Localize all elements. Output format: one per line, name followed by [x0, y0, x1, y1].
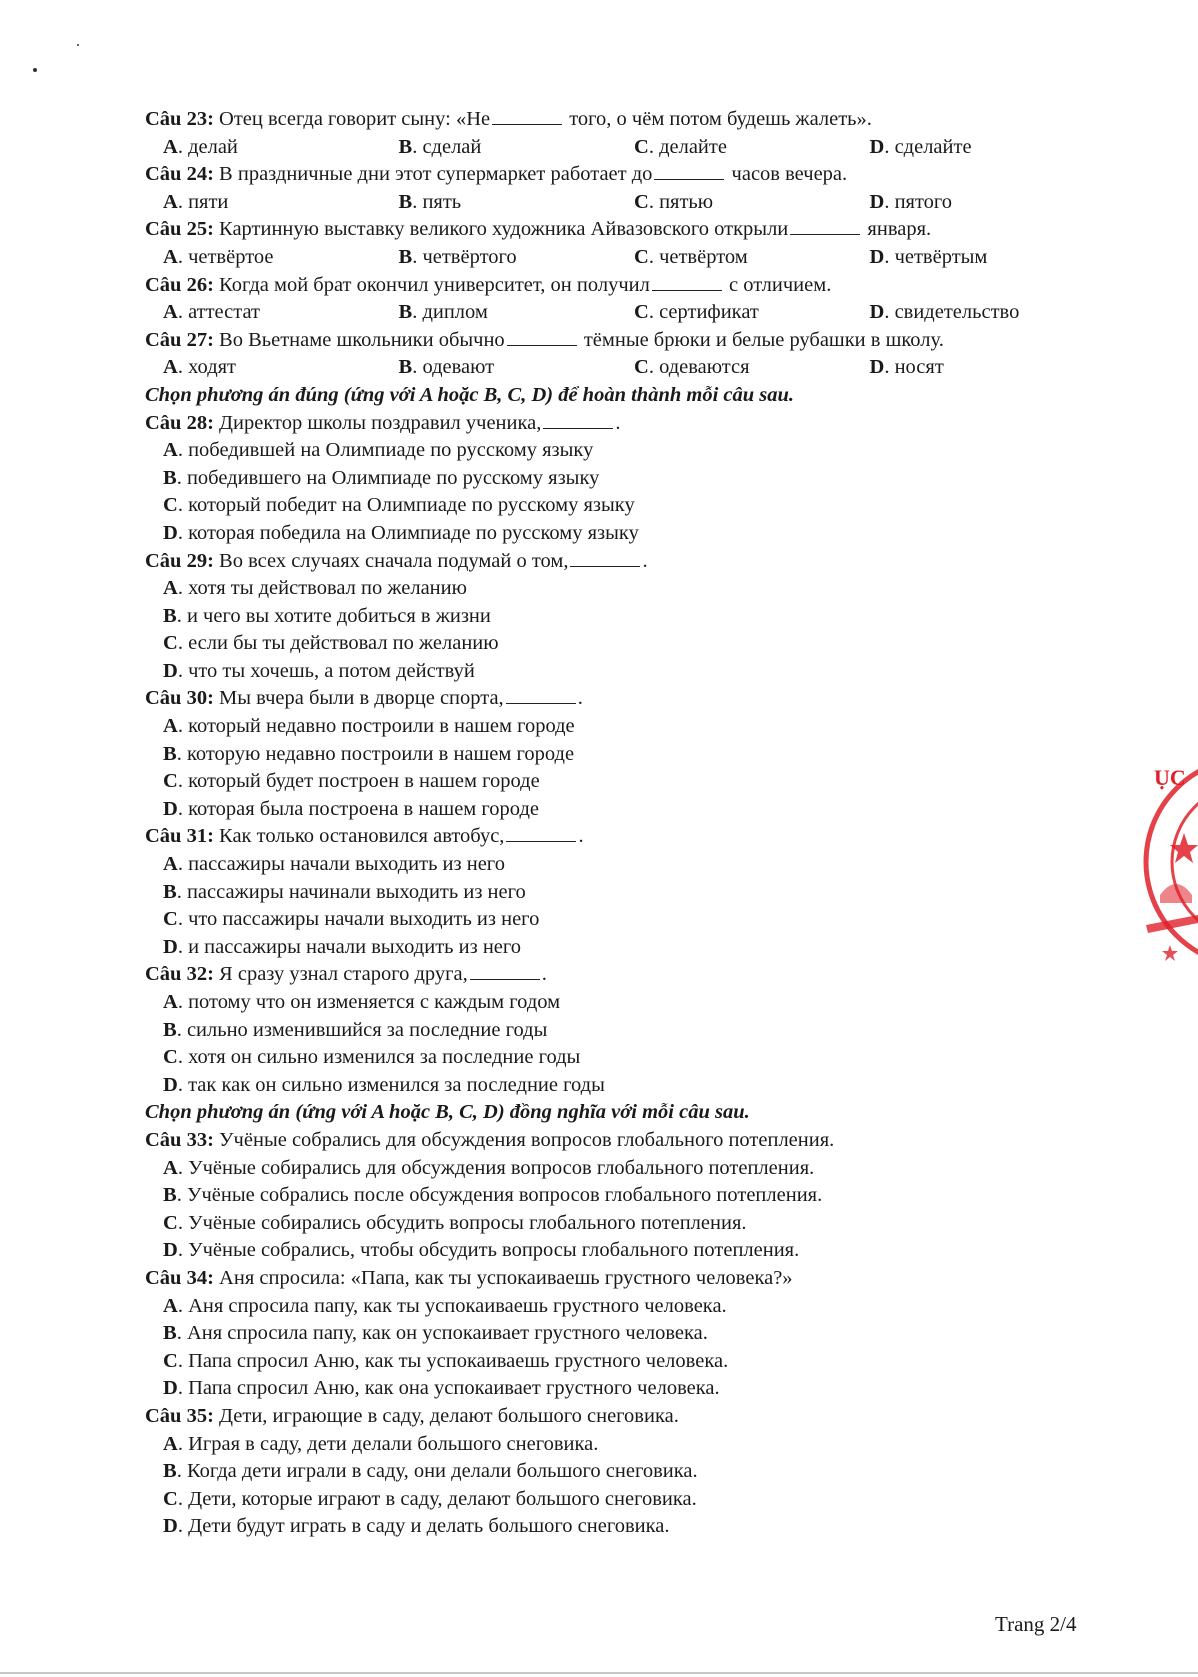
option-text: . четвёртом — [648, 245, 748, 268]
question-label: Câu 33: — [145, 1128, 214, 1151]
question-stem — [145, 823, 1105, 851]
option-letter: B — [398, 190, 413, 213]
option-b[interactable] — [399, 244, 635, 272]
option-a[interactable] — [163, 134, 399, 162]
option-text: . сделайте — [884, 135, 972, 158]
question-stem — [145, 548, 1105, 576]
option-text: . Учёные собрались после обсуждения вопросов глобального потепления. — [176, 1184, 823, 1207]
option-text: . Дети, которые играют в саду, делают большого снеговика. — [177, 1487, 697, 1510]
option-text: . Аня спросила папу, как он успокаивает грустного человека. — [176, 1322, 708, 1345]
option-c[interactable] — [145, 906, 1105, 934]
option-text: . пассажиры начинали выходить из него — [176, 880, 526, 903]
scan-speck — [77, 44, 79, 46]
option-text: . так как он сильно изменился за последние годы — [177, 1073, 605, 1096]
stem-text: Во Вьетнаме школьники обычно — [219, 328, 505, 351]
question-stem — [145, 1127, 1105, 1155]
option-text: . ходят — [177, 356, 237, 379]
stem-text: с отличием. — [728, 273, 832, 296]
question-label: Câu 23: — [145, 108, 214, 130]
question-label: Câu 27: — [145, 328, 214, 351]
option-letter: C — [634, 356, 649, 379]
option-text: . одеваются — [648, 356, 750, 379]
option-text: . пять — [412, 190, 462, 213]
question-stem — [145, 961, 1105, 989]
option-a[interactable] — [163, 299, 399, 327]
question-label: Câu 32: — [145, 963, 214, 986]
question-stem — [145, 106, 1105, 134]
option-text: . сертификат — [648, 301, 759, 324]
question-label: Câu 25: — [145, 218, 214, 241]
options-row — [145, 134, 1105, 162]
question-label: Câu 35: — [145, 1404, 214, 1427]
option-d[interactable] — [870, 244, 1106, 272]
option-text: . и пассажиры начали выходить из него — [177, 935, 522, 958]
stem-text: Учёные собрались для обсуждения вопросов глобального потепления. — [219, 1128, 835, 1151]
answer-blank — [470, 961, 540, 980]
option-text: . четвёртое — [177, 245, 274, 268]
option-text: . аттестат — [177, 301, 260, 324]
option-c[interactable] — [145, 768, 1105, 796]
option-text: . Учёные собирались обсудить вопросы глобального потепления. — [177, 1211, 747, 1234]
option-letter: A — [163, 1432, 178, 1455]
option-letter: C — [163, 770, 178, 793]
option-letter: D — [163, 1073, 178, 1096]
stem-text: Во всех случаях сначала подумай о том, — [219, 549, 569, 572]
option-text: . хотя ты действовал по желанию — [177, 577, 467, 600]
option-a[interactable] — [145, 989, 1105, 1017]
stem-text: . — [578, 825, 584, 848]
option-b[interactable] — [145, 1320, 1105, 1348]
option-text: . и чего вы хотите добиться в жизни — [176, 604, 491, 627]
stem-text: Мы вчера были в дворце спорта, — [219, 687, 504, 710]
question-stem — [145, 327, 1105, 355]
question-list — [145, 106, 1105, 1541]
question-label: Câu 29: — [145, 549, 214, 572]
option-letter: C — [163, 1046, 178, 1069]
option-letter: C — [163, 908, 178, 931]
option-text: . который недавно построили в нашем городе — [177, 715, 575, 738]
option-text: . что пассажиры начали выходить из него — [177, 908, 540, 931]
option-b[interactable] — [145, 741, 1105, 769]
option-a[interactable] — [145, 851, 1105, 879]
option-text: . если бы ты действовал по желанию — [177, 632, 499, 655]
option-letter: D — [163, 1515, 178, 1538]
option-letter: C — [634, 190, 649, 213]
option-letter: A — [163, 135, 178, 158]
option-letter: C — [163, 1487, 178, 1510]
official-seal-stamp — [1140, 755, 1198, 970]
seal-icon — [1140, 755, 1198, 970]
option-b[interactable] — [399, 189, 635, 217]
option-letter: D — [869, 190, 885, 213]
question-stem — [145, 216, 1105, 244]
stem-text: . — [615, 411, 621, 434]
option-a[interactable] — [163, 189, 399, 217]
stem-text: Как только остановился автобус, — [219, 825, 505, 848]
option-b[interactable] — [399, 134, 635, 162]
option-text: . Аня спросила папу, как ты успокаиваешь грустного человека. — [177, 1294, 727, 1317]
question-label: Câu 31: — [145, 825, 214, 848]
option-letter: D — [869, 245, 885, 268]
option-letter: B — [163, 742, 177, 765]
question-label: Câu 28: — [145, 411, 214, 434]
option-a[interactable] — [145, 575, 1105, 603]
option-text: . четвёртым — [884, 245, 988, 268]
answer-blank — [654, 161, 724, 180]
option-b[interactable] — [145, 879, 1105, 907]
answer-blank — [652, 272, 722, 291]
option-letter: D — [869, 135, 885, 158]
option-text: . Папа спросил Аню, как ты успокаиваешь грустного человека. — [177, 1349, 729, 1372]
option-letter: B — [398, 245, 413, 268]
scan-speck — [33, 68, 37, 72]
option-text: . хотя он сильно изменился за последние годы — [177, 1046, 581, 1069]
option-letter: B — [163, 1460, 177, 1483]
page-number: Trang 2/4 — [995, 1612, 1077, 1636]
option-letter: A — [163, 991, 178, 1013]
question-label: Câu 34: — [145, 1266, 214, 1289]
stem-text: Картинную выставку великого художника Айвазовского открыли — [219, 218, 789, 241]
question-stem — [145, 272, 1105, 300]
option-c[interactable] — [145, 492, 1105, 520]
option-d[interactable] — [145, 934, 1105, 962]
option-letter: A — [163, 715, 178, 738]
option-c[interactable] — [634, 299, 870, 327]
option-text: . победившего на Олимпиаде по русскому языку — [176, 466, 600, 489]
options-row — [145, 244, 1105, 272]
option-letter: B — [398, 135, 413, 158]
option-text: . одевают — [412, 356, 495, 379]
stem-text: Аня спросила: «Папа, как ты успокаиваешь грустного человека?» — [219, 1266, 793, 1289]
option-d[interactable] — [145, 520, 1105, 548]
option-b[interactable] — [145, 1458, 1105, 1486]
option-text: . Когда дети играли в саду, они делали большого снеговика. — [176, 1460, 698, 1483]
option-b[interactable] — [145, 603, 1105, 631]
option-letter: D — [163, 659, 178, 682]
option-b[interactable] — [145, 465, 1105, 493]
question-stem — [145, 161, 1105, 189]
option-text: . Учёные собрались, чтобы обсудить вопросы глобального потепления. — [177, 1239, 800, 1262]
option-text: . которую недавно построили в нашем городе — [176, 742, 575, 765]
question-label: Câu 26: — [145, 273, 214, 296]
stem-text: Дети, играющие в саду, делают большого снеговика. — [219, 1404, 679, 1427]
option-a[interactable] — [145, 713, 1105, 741]
option-letter: D — [163, 521, 178, 544]
option-text: . который победит на Олимпиаде по русскому языку — [177, 494, 635, 517]
option-text: . делайте — [648, 135, 727, 158]
option-d[interactable] — [870, 299, 1106, 327]
option-text: . что ты хочешь, а потом действуй — [177, 659, 475, 682]
option-c[interactable] — [634, 189, 870, 217]
option-letter: D — [163, 1377, 178, 1400]
question-stem — [145, 1265, 1105, 1293]
stem-text: В праздничные дни этот супермаркет работает до — [219, 163, 653, 186]
option-text: . пятью — [648, 190, 714, 213]
option-letter: C — [163, 1349, 178, 1372]
answer-blank — [790, 216, 860, 235]
option-d[interactable] — [145, 658, 1105, 686]
stem-text: того, о чём потом будешь жалеть». — [569, 108, 872, 130]
option-letter: A — [163, 1294, 178, 1317]
stem-text: . — [541, 963, 547, 986]
answer-blank — [543, 410, 613, 429]
option-letter: B — [398, 301, 413, 324]
page-bottom-edge — [0, 1672, 1198, 1674]
option-text: . который будет построен в нашем городе — [177, 770, 540, 793]
option-text: . которая была построена в нашем городе — [177, 797, 539, 820]
option-a[interactable] — [163, 244, 399, 272]
option-b[interactable] — [145, 1017, 1105, 1045]
stem-text: часов вечера. — [731, 163, 848, 186]
option-text: . делай — [177, 135, 238, 158]
question-stem — [145, 410, 1105, 438]
option-letter: A — [163, 301, 178, 324]
option-d[interactable] — [145, 1072, 1105, 1100]
option-text: . свидетельство — [884, 301, 1020, 324]
seal-text: ỤC — [1154, 765, 1186, 790]
option-d[interactable] — [870, 134, 1106, 162]
option-text: . победившей на Олимпиаде по русскому языку — [177, 439, 594, 462]
question-label: Câu 30: — [145, 687, 214, 710]
option-letter: C — [163, 1211, 178, 1234]
option-d[interactable] — [145, 1375, 1105, 1403]
option-text: . диплом — [412, 301, 488, 324]
option-text: . потому что он изменяется с каждым годом — [177, 991, 561, 1013]
option-letter: C — [634, 301, 649, 324]
option-c[interactable] — [145, 1348, 1105, 1376]
answer-blank — [506, 685, 576, 704]
options-row — [145, 299, 1105, 327]
option-letter: C — [163, 494, 178, 517]
option-letter: B — [163, 1184, 177, 1207]
option-d[interactable] — [145, 796, 1105, 824]
option-d[interactable] — [145, 1237, 1105, 1265]
option-letter: C — [634, 135, 649, 158]
stem-text: . — [642, 549, 648, 572]
option-a[interactable] — [145, 1293, 1105, 1321]
option-text: . носят — [884, 356, 944, 379]
option-text: . Учёные собирались для обсуждения вопросов глобального потепления. — [177, 1156, 815, 1179]
option-a[interactable] — [145, 1155, 1105, 1183]
option-c[interactable] — [634, 354, 870, 382]
option-letter: B — [163, 466, 177, 489]
stem-text: . — [577, 687, 583, 710]
option-b[interactable] — [145, 1182, 1105, 1210]
option-letter: B — [398, 356, 413, 379]
option-d[interactable] — [870, 189, 1106, 217]
answer-blank — [506, 823, 576, 842]
option-letter: A — [163, 356, 178, 379]
option-c[interactable] — [634, 134, 870, 162]
question-stem — [145, 1403, 1105, 1431]
option-letter: A — [163, 1156, 178, 1179]
option-letter: A — [163, 245, 178, 268]
option-a[interactable] — [163, 354, 399, 382]
option-letter: D — [163, 797, 178, 820]
option-letter: A — [163, 577, 178, 600]
option-text: . пяти — [177, 190, 229, 213]
option-letter: D — [869, 301, 885, 324]
option-text: . которая победила на Олимпиаде по русскому языку — [177, 521, 639, 544]
option-letter: B — [163, 1322, 177, 1345]
option-b[interactable] — [399, 299, 635, 327]
options-row — [145, 189, 1105, 217]
option-letter: B — [163, 604, 177, 627]
option-text: . сильно изменившийся за последние годы — [176, 1018, 548, 1041]
option-text: . пятого — [884, 190, 953, 213]
option-letter: C — [634, 245, 649, 268]
option-text: . сделай — [412, 135, 482, 158]
option-letter: D — [163, 1239, 178, 1262]
option-c[interactable] — [145, 1486, 1105, 1514]
option-letter: B — [163, 880, 177, 903]
option-letter: A — [163, 190, 178, 213]
option-c[interactable] — [634, 244, 870, 272]
question-stem — [145, 685, 1105, 713]
option-text: . Папа спросил Аню, как она успокаивает грустного человека. — [177, 1377, 720, 1400]
question-label: Câu 24: — [145, 163, 214, 186]
stem-text: Я сразу узнал старого друга, — [219, 963, 468, 986]
section-instruction: Chọn phương án (ứng với A hoặc B, C, D) đồng nghĩa với mỗi câu sau. — [145, 1101, 750, 1124]
options-row — [145, 354, 1105, 382]
option-a[interactable] — [145, 437, 1105, 465]
option-letter: A — [163, 439, 178, 462]
option-b[interactable] — [399, 354, 635, 382]
stem-text: Директор школы поздравил ученика, — [219, 411, 542, 434]
stem-text: Когда мой брат окончил университет, он получил — [219, 273, 650, 296]
answer-blank — [507, 327, 577, 346]
option-letter: D — [869, 356, 885, 379]
option-text: . Дети будут играть в саду и делать большого снеговика. — [177, 1515, 670, 1538]
stem-text: тёмные брюки и белые рубашки в школу. — [583, 328, 944, 351]
option-text: . Играя в саду, дети делали большого снеговика. — [177, 1432, 599, 1455]
option-text: . пассажиры начали выходить из него — [177, 853, 505, 876]
option-d[interactable] — [870, 354, 1106, 382]
option-letter: C — [163, 632, 178, 655]
section-instruction: Chọn phương án đúng (ứng với A hoặc B, C, D) để hoàn thành mỗi câu sau. — [145, 383, 795, 406]
option-letter: B — [163, 1018, 177, 1041]
stem-text: Отец всегда говорит сыну: «Не — [219, 108, 491, 130]
stem-text: января. — [867, 218, 932, 241]
option-c[interactable] — [145, 630, 1105, 658]
option-letter: D — [163, 935, 178, 958]
answer-blank — [492, 106, 562, 125]
option-d[interactable] — [145, 1513, 1105, 1541]
option-text: . четвёртого — [412, 245, 517, 268]
option-c[interactable] — [145, 1044, 1105, 1072]
option-a[interactable] — [145, 1431, 1105, 1459]
answer-blank — [570, 548, 640, 567]
option-c[interactable] — [145, 1210, 1105, 1238]
option-letter: A — [163, 853, 178, 876]
